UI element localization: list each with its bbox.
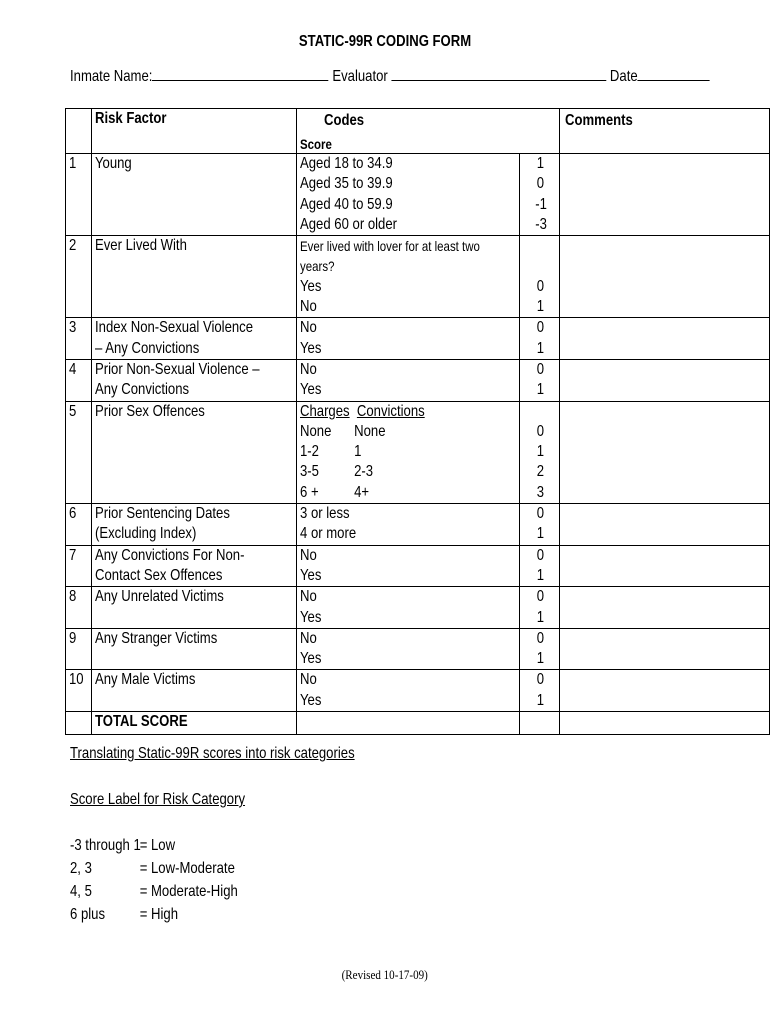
row-number: 8 [66,587,92,629]
risk-translation [70,745,417,929]
row-number: 7 [66,545,92,587]
comments-field[interactable] [559,670,769,712]
risk-category-row [70,883,417,906]
risk-factor-cell: Young [91,154,296,236]
score-cell: 1 0 -1 -3 [519,154,559,236]
score-cell: 0 1 [519,670,559,712]
total-comments-field[interactable] [559,712,769,735]
risk-category-score: -3 through 1 [70,837,141,854]
comments-field[interactable] [559,504,769,546]
score-cell: 0 1 [519,628,559,670]
score-cell: 0 1 2 3 [519,401,559,503]
risk-category-label: = Moderate-High [139,883,238,900]
risk-category-score: 6 plus [70,906,106,923]
risk-factor-cell: Prior Sex Offences [91,401,296,503]
date-field[interactable] [638,66,710,81]
total-score-label: TOTAL SCORE [91,712,296,735]
codes-cell: Aged 18 to 34.9 Aged 35 to 39.9 Aged 40 to 59.9 Aged 60 or older [296,154,519,236]
codes-cell: Ever lived with lover for at least two years? Yes No [296,236,519,318]
comments-field[interactable] [559,401,769,503]
translation-subheading: Score Label for Risk Category [70,791,246,808]
risk-category-score: 2, 3 [70,860,92,877]
score-cell: 0 1 [519,587,559,629]
codes-cell: No Yes [296,587,519,629]
translation-heading: Translating Static-99R scores into risk categories [70,745,355,762]
score-cell: 0 1 [519,504,559,546]
codes-cell: Charges Convictions None None 1-2 1 3-5 2-3 6 + 4+ [296,401,519,503]
row-number: 10 [66,670,92,712]
table-row [66,670,770,712]
risk-factor-cell: Index Non-Sexual Violence – Any Convictions [91,318,296,360]
risk-factor-cell: Any Stranger Victims [91,628,296,670]
comments-field[interactable] [559,236,769,318]
score-cell: 0 1 [519,236,559,318]
total-score-row [66,712,770,735]
score-cell: 0 1 [519,545,559,587]
risk-factor-cell: Any Convictions For Non- Contact Sex Offences [91,545,296,587]
comments-field[interactable] [559,587,769,629]
codes-cell: No Yes [296,670,519,712]
inmate-name-field[interactable] [152,66,328,81]
risk-factor-cell: Any Male Victims [91,670,296,712]
header-fields [70,66,770,86]
comments-field[interactable] [559,154,769,236]
risk-category-row [70,837,417,860]
codes-cell: No Yes [296,359,519,401]
table-row [66,545,770,587]
total-score-field[interactable] [519,712,559,735]
table-row [66,587,770,629]
row-number: 1 [66,154,92,236]
table-row [66,318,770,360]
evaluator-label: Evaluator [332,68,388,85]
comments-field[interactable] [559,318,769,360]
risk-factor-header: Risk Factor [91,109,296,154]
codes-cell: No Yes [296,545,519,587]
evaluator-field[interactable] [391,66,606,81]
total-num-cell [66,712,92,735]
form-title: STATIC-99R CODING FORM [298,33,472,50]
num-header-cell [66,109,92,154]
risk-factor-cell: Prior Sentencing Dates (Excluding Index) [91,504,296,546]
comments-header: Comments [559,109,769,154]
risk-category-score: 4, 5 [70,883,92,900]
category-list [70,837,417,929]
risk-category-label: = Low-Moderate [139,860,235,877]
total-codes-cell [296,712,519,735]
risk-category-label: = Low [139,837,176,854]
risk-factor-cell: Any Unrelated Victims [91,587,296,629]
comments-field[interactable] [559,359,769,401]
table-row [66,504,770,546]
date-label: Date [609,68,638,85]
comments-field[interactable] [559,545,769,587]
table-header-row [66,109,770,154]
table-row [66,236,770,318]
codes-cell: No Yes [296,318,519,360]
risk-category-row [70,860,417,883]
table-row [66,401,770,503]
coding-table [65,108,770,735]
risk-factor-cell: Prior Non-Sexual Violence – Any Convictions [91,359,296,401]
inmate-name-label: Inmate Name: [70,68,153,85]
risk-category-label: = High [139,906,178,923]
comments-field[interactable] [559,628,769,670]
codes-cell: No Yes [296,628,519,670]
row-number: 2 [66,236,92,318]
score-cell: 0 1 [519,359,559,401]
table-row [66,359,770,401]
table-row [66,628,770,670]
codes-cell: 3 or less 4 or more [296,504,519,546]
row-number: 5 [66,401,92,503]
revision-note: (Revised 10-17-09) [341,967,429,982]
row-number: 4 [66,359,92,401]
row-number: 3 [66,318,92,360]
table-row [66,154,770,236]
codes-header: Codes Score [296,109,559,154]
row-number: 9 [66,628,92,670]
score-cell: 0 1 [519,318,559,360]
risk-category-row [70,906,417,929]
row-number: 6 [66,504,92,546]
risk-factor-cell: Ever Lived With [91,236,296,318]
